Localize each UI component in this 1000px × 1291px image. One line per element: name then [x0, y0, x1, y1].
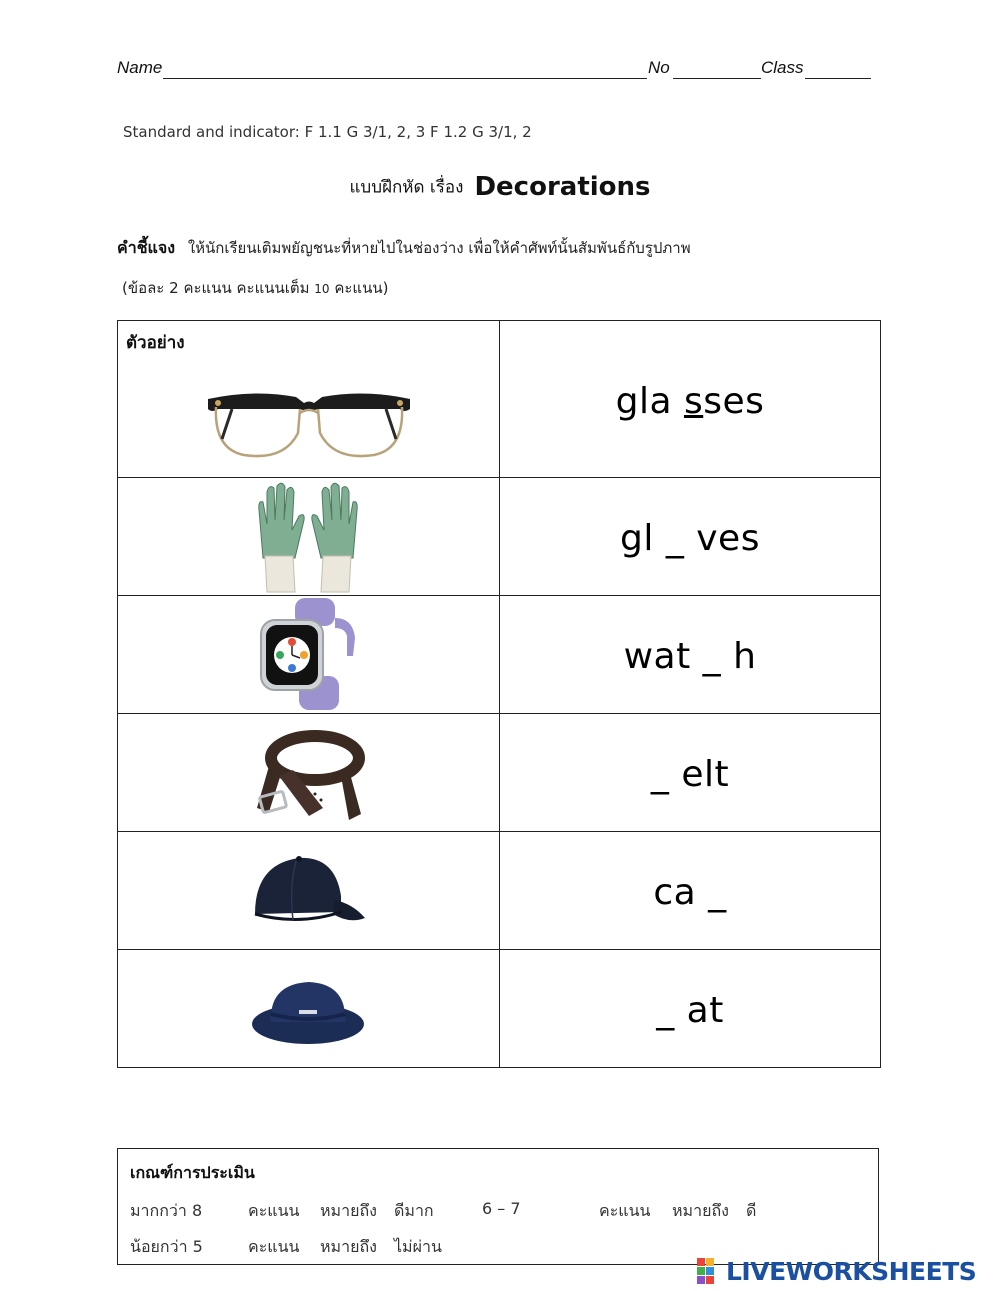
- page-title: [0, 172, 1000, 202]
- rubric-cond: น้อยกว่า 5: [130, 1237, 203, 1256]
- rubric-result: ดีมาก: [394, 1201, 434, 1220]
- class-blank[interactable]: [805, 78, 871, 79]
- word-part: ses: [703, 381, 765, 422]
- no-label: No: [648, 58, 670, 77]
- student-info-line: [117, 58, 877, 84]
- standard-indicator: Standard and indicator: F 1.1 G 3/1, 2, 3 F 1.2 G 3/1, 2: [123, 123, 532, 141]
- exercise-word: wat _ h: [623, 636, 757, 677]
- score-note: [122, 276, 388, 300]
- rubric-unit: คะแนน: [599, 1201, 651, 1220]
- score-note-b: คะแนน): [329, 279, 389, 297]
- glasses-icon: [204, 383, 414, 469]
- instructions: [117, 236, 691, 261]
- rubric-means: หมายถึง: [672, 1201, 729, 1220]
- word-part: gla: [615, 381, 684, 422]
- score-note-a: (ข้อละ 2 คะแนน คะแนนเต็ม: [122, 279, 315, 297]
- liveworksheets-logo-icon: [697, 1258, 723, 1284]
- table-divider: [499, 321, 500, 1067]
- exercise-word: _ at: [656, 990, 724, 1031]
- liveworksheets-logo-text: LIVEWORKSHEETS: [726, 1256, 977, 1286]
- exercise-table: [117, 320, 881, 1068]
- score-note-num: 10: [314, 282, 330, 296]
- cap-icon: [249, 834, 367, 948]
- rubric-unit: คะแนน: [248, 1237, 300, 1256]
- exercise-word: gl _ ves: [620, 518, 760, 559]
- rubric-cond: 6 – 7: [482, 1199, 521, 1218]
- liveworksheets-logo[interactable]: [697, 1257, 976, 1285]
- rubric-means: หมายถึง: [320, 1201, 377, 1220]
- rubric-result: ไม่ผ่าน: [394, 1237, 442, 1256]
- watch-icon: [249, 598, 367, 712]
- rubric-cond: มากกว่า 8: [130, 1201, 203, 1220]
- name-label: Name: [117, 58, 163, 77]
- bucket-hat-icon: [249, 952, 367, 1065]
- no-blank[interactable]: [673, 78, 761, 79]
- gloves-icon: [249, 480, 367, 594]
- instructions-text: ให้นักเรียนเติมพยัญชนะที่หายไปในช่องว่าง เพื่อให้คำศัพท์นั้นสัมพันธ์กับรูปภาพ: [187, 239, 691, 257]
- class-label: Class: [761, 58, 804, 77]
- exercise-word: ca _: [653, 872, 727, 913]
- name-blank[interactable]: [163, 78, 647, 79]
- title-english: Decorations: [474, 172, 651, 202]
- example-label: ตัวอย่าง: [126, 333, 185, 353]
- exercise-word: _ elt: [650, 754, 730, 795]
- title-thai: แบบฝึกหัด เรื่อง: [349, 177, 464, 198]
- instructions-label: คำชี้แจง: [117, 238, 176, 257]
- rubric-unit: คะแนน: [248, 1201, 300, 1220]
- rubric-title: เกณฑ์การประเมิน: [130, 1163, 255, 1182]
- example-word: [500, 381, 880, 422]
- rubric-box: [117, 1148, 879, 1265]
- rubric-result: ดี: [746, 1201, 757, 1220]
- belt-icon: [249, 716, 367, 830]
- example-answer: s: [683, 381, 704, 422]
- rubric-means: หมายถึง: [320, 1237, 377, 1256]
